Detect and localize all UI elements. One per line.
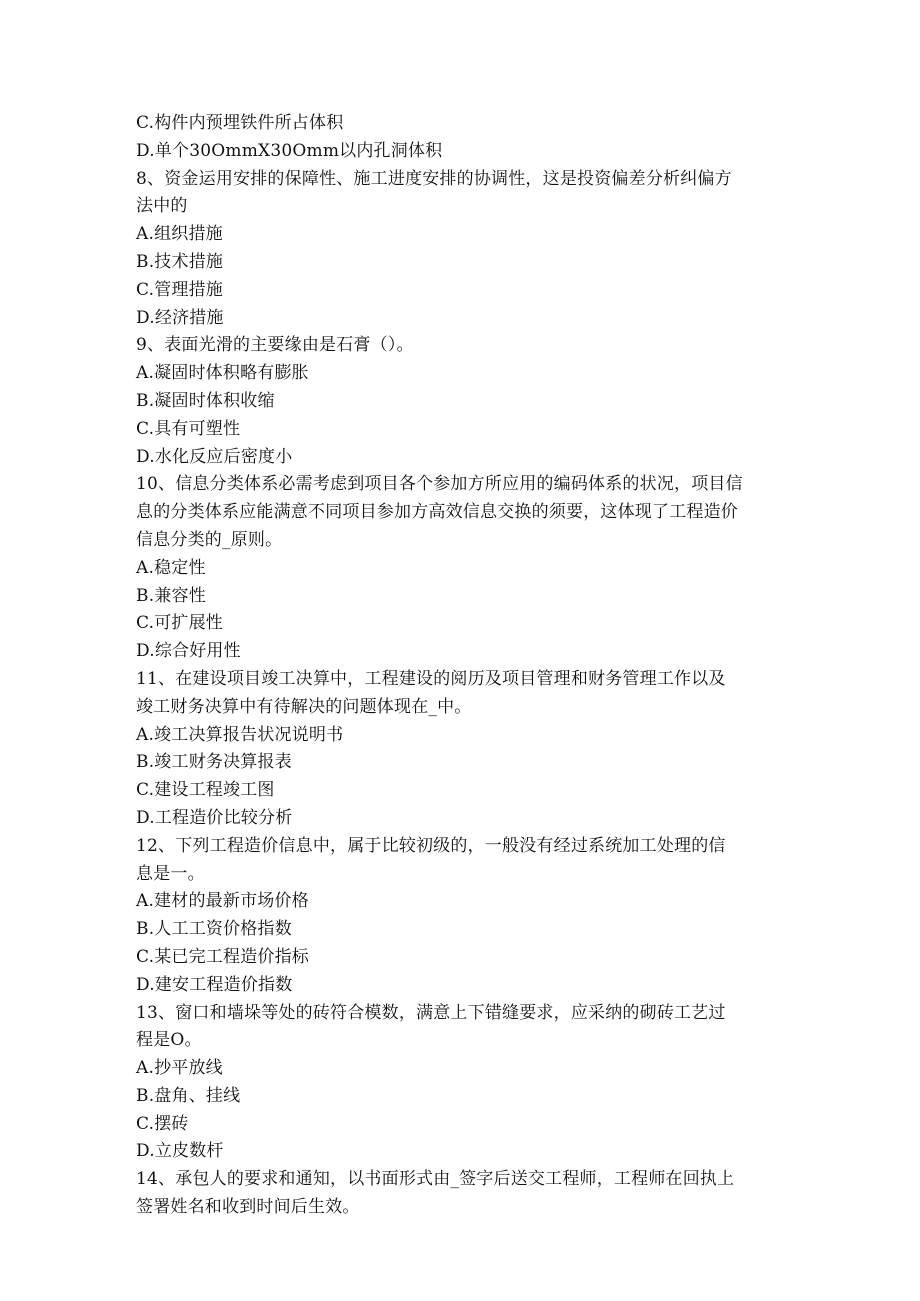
question-line: 竣工财务决算中有待解决的问题体现在_中。 xyxy=(136,696,472,717)
option-line: C.某已完工程造价指标 xyxy=(136,946,310,967)
option-line: D.综合好用性 xyxy=(136,641,241,662)
option-line: D.经济措施 xyxy=(136,307,224,328)
option-line: D.立皮数杆 xyxy=(136,1141,224,1162)
option-line: A.组织措施 xyxy=(136,224,223,245)
question-line: 法中的 xyxy=(136,196,188,217)
question-line: 程是O。 xyxy=(136,1030,202,1051)
question-line: 13、窗口和墙垛等处的砖符合模数，满意上下错缝要求，应采纳的砌砖工艺过 xyxy=(136,1002,726,1023)
option-line: D.建安工程造价指数 xyxy=(136,974,293,995)
question-line: 12、下列工程造价信息中，属于比较初级的，一般没有经过系统加工处理的信 xyxy=(136,835,726,856)
option-line: C.建设工程竣工图 xyxy=(136,780,275,801)
option-line: B.技术措施 xyxy=(136,251,224,272)
question-line: 14、承包人的要求和通知，以书面形式由_签字后送交工程师，工程师在回执上 xyxy=(136,1169,735,1190)
option-line: A.抄平放线 xyxy=(136,1058,223,1079)
option-line: C.构件内预埋铁件所占体积 xyxy=(136,113,344,133)
option-line: C.摆砖 xyxy=(136,1113,189,1134)
option-line: B.人工工资价格指数 xyxy=(136,919,292,940)
option-line: A.竣工决算报告状况说明书 xyxy=(136,724,344,745)
question-line: 9、表面光滑的主要缘由是石膏（）。 xyxy=(136,335,414,356)
option-line: C.可扩展性 xyxy=(136,613,224,634)
question-line: 签署姓名和收到时间后生效。 xyxy=(136,1197,360,1218)
option-line: A.稳定性 xyxy=(136,557,206,578)
option-line: D.水化反应后密度小 xyxy=(136,446,293,467)
option-line: B.竣工财务决算报表 xyxy=(136,752,292,773)
option-line: A.凝固时体积略有膨胀 xyxy=(136,363,309,384)
question-line: 8、资金运用安排的保障性、施工进度安排的协调性，这是投资偏差分析纠偏方 xyxy=(136,168,732,189)
option-line: A.建材的最新市场价格 xyxy=(136,891,309,912)
question-line: 10、信息分类体系必需考虑到项目各个参加方所应用的编码体系的状况，项目信 xyxy=(136,474,743,495)
option-line: B.凝固时体积收缩 xyxy=(136,390,275,411)
question-line: 11、在建设项目竣工决算中，工程建设的阅历及项目管理和财务管理工作以及 xyxy=(136,668,726,689)
option-line: B.兼容性 xyxy=(136,585,206,606)
question-line: 息的分类体系应能满意不同项目参加方高效信息交换的须要，这体现了工程造价 xyxy=(136,502,738,523)
option-line: D.工程造价比较分析 xyxy=(136,807,293,828)
question-line: 息是一。 xyxy=(136,863,205,884)
option-line: D.单个30OmmX30Omm以内孔洞体积 xyxy=(136,140,443,161)
option-line: C.具有可塑性 xyxy=(136,418,241,439)
option-line: B.盘角、挂线 xyxy=(136,1085,241,1106)
option-line: C.管理措施 xyxy=(136,279,224,300)
document-page xyxy=(136,110,796,1222)
question-line: 信息分类的_原则。 xyxy=(136,529,283,550)
